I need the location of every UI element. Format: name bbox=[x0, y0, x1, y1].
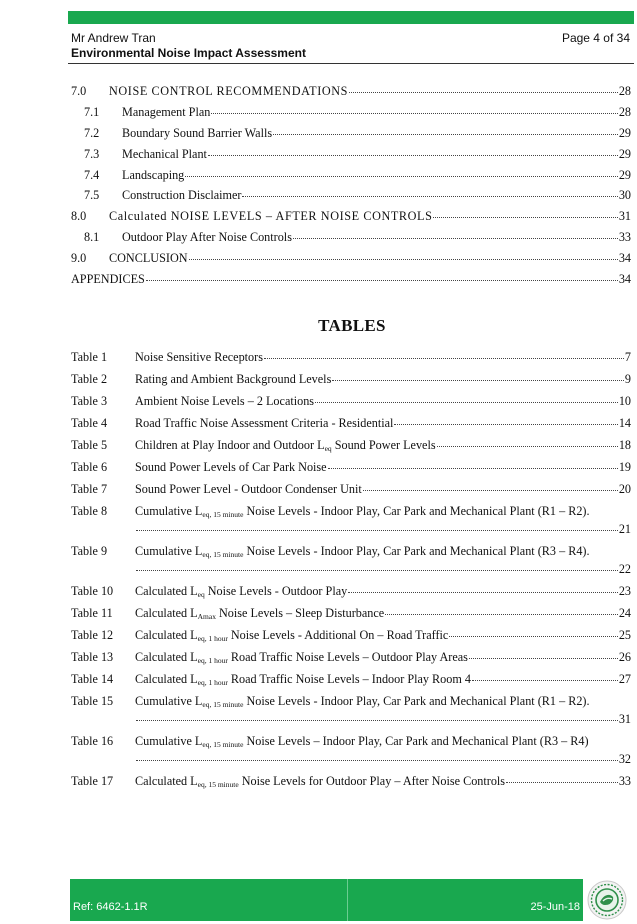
toc-entry-page: 28 bbox=[618, 84, 631, 98]
table-entry-line bbox=[71, 774, 631, 789]
table-entry-title bbox=[135, 482, 362, 497]
subscript: eq, 1 hour bbox=[197, 678, 228, 687]
table-entry-label: Table 4 bbox=[71, 416, 108, 430]
table-list-entry bbox=[71, 650, 631, 665]
table-entry-line bbox=[71, 584, 631, 599]
toc-entry bbox=[71, 188, 631, 209]
tables-heading: TABLES bbox=[318, 316, 386, 335]
table-entry-label: Table 10 bbox=[71, 584, 114, 598]
header-divider bbox=[68, 63, 634, 64]
toc-entry-page: 28 bbox=[618, 104, 631, 119]
table-list-entry bbox=[71, 672, 631, 687]
toc-entry-title: Boundary Sound Barrier Walls bbox=[122, 125, 273, 140]
table-entry-page: 31 bbox=[618, 712, 631, 726]
dot-leader bbox=[136, 570, 618, 571]
subscript: eq bbox=[324, 444, 332, 453]
table-entry-continuation bbox=[71, 522, 631, 537]
dot-leader bbox=[348, 592, 618, 593]
table-list-entry bbox=[71, 504, 631, 537]
dot-leader bbox=[185, 176, 618, 177]
table-entry-line bbox=[71, 372, 631, 387]
table-list-entry bbox=[71, 482, 631, 497]
toc-entry-title: CONCLUSION bbox=[109, 251, 188, 266]
table-list-entry bbox=[71, 350, 631, 365]
table-entry-title bbox=[135, 438, 436, 453]
table-entry-page: 18 bbox=[618, 438, 631, 452]
table-entry-title bbox=[135, 416, 393, 431]
table-entry-continuation bbox=[71, 712, 631, 727]
report-reference: Ref: 6462-1.1R bbox=[73, 901, 148, 913]
toc-entry-page: 29 bbox=[618, 167, 631, 182]
subscript: eq, 1 hour bbox=[197, 656, 228, 665]
subscript: eq, 15 minute bbox=[202, 550, 244, 559]
dot-leader bbox=[349, 92, 618, 93]
title-text: Noise Levels – Sleep Disturbance bbox=[215, 606, 385, 620]
table-entry-line bbox=[71, 672, 631, 687]
table-entry-line bbox=[71, 460, 631, 475]
table-entry-label: Table 11 bbox=[71, 606, 113, 620]
table-list-entry bbox=[71, 460, 631, 475]
title-text: Road Traffic Noise Levels – Indoor Play Room 4 bbox=[227, 672, 471, 686]
table-list-entry bbox=[71, 438, 631, 453]
title-text: Road Traffic Noise Levels – Outdoor Play Areas bbox=[227, 650, 468, 664]
table-list-entry bbox=[71, 584, 631, 599]
dot-leader bbox=[328, 468, 618, 469]
dot-leader bbox=[136, 760, 618, 761]
toc-entry-number: 8.0 bbox=[71, 209, 87, 224]
toc-entry-title: APPENDICES bbox=[71, 272, 145, 287]
table-entry-line bbox=[71, 350, 631, 365]
toc-entry-page: 31 bbox=[618, 209, 631, 224]
subscript: Amax bbox=[197, 612, 216, 621]
dot-leader bbox=[146, 280, 618, 281]
title-text: Calculated L bbox=[135, 650, 198, 664]
table-entry-label: Table 14 bbox=[71, 672, 114, 686]
table-entry-page: 9 bbox=[624, 372, 631, 386]
table-entry-label: Table 2 bbox=[71, 372, 108, 386]
title-text: Noise Levels - Indoor Play, Car Park and Mechanical Plant (R1 – R2). bbox=[243, 694, 590, 708]
table-list-entry bbox=[71, 416, 631, 431]
table-entry-label: Table 12 bbox=[71, 628, 114, 642]
toc-entry-page: 29 bbox=[618, 125, 631, 140]
title-text: Noise Levels - Additional On – Road Traffic bbox=[227, 628, 449, 642]
dot-leader bbox=[363, 490, 618, 491]
table-entry-title bbox=[135, 504, 590, 519]
table-entry-page: 14 bbox=[618, 416, 631, 430]
title-text: Sound Power Levels of Car Park Noise bbox=[135, 460, 327, 474]
toc-entry-page: 33 bbox=[618, 230, 631, 245]
title-text: Noise Sensitive Receptors bbox=[135, 350, 263, 364]
report-title: Environmental Noise Impact Assessment bbox=[71, 46, 306, 60]
title-text: Noise Levels - Outdoor Play bbox=[204, 584, 348, 598]
toc-entry-page: 34 bbox=[618, 272, 631, 287]
table-entry-label: Table 9 bbox=[71, 544, 108, 558]
title-text: Cumulative L bbox=[135, 734, 203, 748]
table-entry-label: Table 1 bbox=[71, 350, 108, 364]
dot-leader bbox=[211, 113, 617, 114]
dot-leader bbox=[136, 530, 618, 531]
table-entry-page: 24 bbox=[618, 606, 631, 620]
dot-leader bbox=[315, 402, 618, 403]
report-date: 25-Jun-18 bbox=[530, 901, 580, 913]
toc-entry bbox=[71, 168, 631, 189]
table-entry-line bbox=[71, 650, 631, 665]
footer-divider bbox=[347, 879, 348, 921]
table-entry-title bbox=[135, 650, 468, 665]
table-entry-title bbox=[135, 544, 590, 559]
title-text: Calculated L bbox=[135, 584, 198, 598]
table-entry-page: 19 bbox=[618, 460, 631, 474]
table-entry-label: Table 5 bbox=[71, 438, 108, 452]
table-list-entry bbox=[71, 774, 631, 789]
subscript: eq, 15 minute bbox=[197, 780, 239, 789]
table-list-entry bbox=[71, 694, 631, 727]
table-entry-title bbox=[135, 460, 327, 475]
toc-entry bbox=[71, 84, 631, 105]
table-entry-line bbox=[71, 438, 631, 453]
table-entry-line bbox=[71, 504, 631, 519]
dot-leader bbox=[293, 238, 618, 239]
toc-entry-title: Outdoor Play After Noise Controls bbox=[122, 230, 292, 245]
title-text: Cumulative L bbox=[135, 544, 203, 558]
table-entry-page: 7 bbox=[624, 350, 631, 364]
toc-entry bbox=[71, 230, 631, 251]
table-entry-label: Table 3 bbox=[71, 394, 108, 408]
dot-leader bbox=[385, 614, 618, 615]
toc-entry-number: 8.1 bbox=[84, 230, 100, 245]
table-entry-title bbox=[135, 350, 263, 365]
toc-entry-title: Landscaping bbox=[122, 167, 185, 182]
dot-leader bbox=[136, 720, 618, 721]
table-entry-title bbox=[135, 628, 448, 643]
dot-leader bbox=[242, 196, 617, 197]
title-text: Cumulative L bbox=[135, 694, 203, 708]
toc-entry-number: 7.2 bbox=[84, 125, 100, 140]
title-text: Ambient Noise Levels – 2 Locations bbox=[135, 394, 315, 408]
toc-entry bbox=[71, 272, 631, 293]
title-text: Noise Levels – Indoor Play, Car Park and Mechanical Plant (R3 – R4) bbox=[243, 734, 589, 748]
table-list-entry bbox=[71, 606, 631, 621]
table-entry-label: Table 15 bbox=[71, 694, 114, 708]
dot-leader bbox=[449, 636, 618, 637]
title-text: Road Traffic Noise Assessment Criteria - Residential bbox=[135, 416, 394, 430]
dot-leader bbox=[506, 782, 618, 783]
toc-entry bbox=[71, 251, 631, 272]
table-entry-page: 25 bbox=[618, 628, 631, 642]
table-entry-continuation bbox=[71, 752, 631, 767]
title-text: Noise Levels for Outdoor Play – After Noise Controls bbox=[238, 774, 506, 788]
dot-leader bbox=[433, 217, 617, 218]
page-number: Page 4 of 34 bbox=[561, 31, 630, 45]
subscript: eq, 15 minute bbox=[202, 700, 244, 709]
toc-entry bbox=[71, 147, 631, 168]
table-entry-title bbox=[135, 672, 471, 687]
toc-entry-page: 29 bbox=[618, 146, 631, 161]
table-entry-title bbox=[135, 394, 314, 409]
dot-leader bbox=[208, 155, 618, 156]
subscript: eq, 15 minute bbox=[202, 510, 244, 519]
client-name: Mr Andrew Tran bbox=[71, 31, 156, 45]
table-entry-label: Table 7 bbox=[71, 482, 108, 496]
dot-leader bbox=[264, 358, 624, 359]
toc-entry-title: Construction Disclaimer bbox=[122, 188, 242, 203]
table-entry-page: 32 bbox=[618, 752, 631, 766]
table-entry-continuation bbox=[71, 562, 631, 577]
dot-leader bbox=[273, 134, 618, 135]
table-entry-title bbox=[135, 694, 590, 709]
table-entry-line bbox=[71, 416, 631, 431]
table-entry-label: Table 13 bbox=[71, 650, 114, 664]
title-text: Calculated L bbox=[135, 606, 198, 620]
toc-entry-title: Calculated NOISE LEVELS – AFTER NOISE CONTROLS bbox=[109, 209, 433, 224]
table-entry-page: 26 bbox=[618, 650, 631, 664]
subscript: eq bbox=[197, 590, 205, 599]
dot-leader bbox=[394, 424, 617, 425]
subscript: eq, 1 hour bbox=[197, 634, 228, 643]
toc-entry bbox=[71, 105, 631, 126]
dot-leader bbox=[437, 446, 618, 447]
table-list-entry bbox=[71, 394, 631, 409]
title-text: Sound Power Levels bbox=[331, 438, 436, 452]
table-list-entry bbox=[71, 628, 631, 643]
table-entry-label: Table 17 bbox=[71, 774, 114, 788]
subscript: eq, 15 minute bbox=[202, 740, 244, 749]
title-text: Noise Levels - Indoor Play, Car Park and Mechanical Plant (R1 – R2). bbox=[243, 504, 590, 518]
table-entry-line bbox=[71, 394, 631, 409]
toc-entry-title: Management Plan bbox=[122, 104, 211, 119]
table-entry-label: Table 6 bbox=[71, 460, 108, 474]
table-entry-title bbox=[135, 606, 384, 621]
title-text: Sound Power Level - Outdoor Condenser Unit bbox=[135, 482, 362, 496]
table-entry-line bbox=[71, 628, 631, 643]
title-text: Calculated L bbox=[135, 628, 198, 642]
table-entry-line bbox=[71, 544, 631, 559]
toc-entry-number: 7.0 bbox=[71, 84, 87, 98]
title-text: Cumulative L bbox=[135, 504, 203, 518]
table-entry-page: 27 bbox=[618, 672, 631, 686]
table-entry-line bbox=[71, 734, 631, 749]
table-entry-line bbox=[71, 482, 631, 497]
table-entry-page: 23 bbox=[618, 584, 631, 598]
toc-entry bbox=[71, 209, 631, 230]
toc-entry-number: 7.3 bbox=[84, 146, 100, 161]
toc-entry-page: 30 bbox=[618, 188, 631, 203]
toc-entry-title: NOISE CONTROL RECOMMENDATIONS bbox=[109, 84, 349, 98]
toc-entry-number: 7.5 bbox=[84, 188, 100, 203]
title-text: Calculated L bbox=[135, 774, 198, 788]
document-header bbox=[71, 31, 306, 61]
toc-entry-number: 9.0 bbox=[71, 251, 87, 266]
table-entry-page: 20 bbox=[618, 482, 631, 496]
table-entry-line bbox=[71, 694, 631, 709]
table-entry-page: 22 bbox=[618, 562, 631, 576]
table-entry-page: 10 bbox=[618, 394, 631, 408]
list-of-tables bbox=[71, 350, 631, 789]
table-entry-title bbox=[135, 774, 505, 789]
table-entry-line bbox=[71, 606, 631, 621]
header-accent-bar bbox=[68, 11, 634, 24]
table-entry-title bbox=[135, 372, 331, 387]
title-text: Calculated L bbox=[135, 672, 198, 686]
table-entry-label: Table 16 bbox=[71, 734, 114, 748]
toc-entry-title: Mechanical Plant bbox=[122, 146, 207, 161]
table-list-entry bbox=[71, 544, 631, 577]
table-entry-title bbox=[135, 584, 347, 599]
footer-bar bbox=[70, 879, 583, 921]
company-seal-icon bbox=[586, 879, 628, 921]
toc-entry-page: 34 bbox=[618, 251, 631, 266]
toc-entry bbox=[71, 126, 631, 147]
dot-leader bbox=[469, 658, 618, 659]
title-text: Children at Play Indoor and Outdoor L bbox=[135, 438, 325, 452]
dot-leader bbox=[189, 259, 618, 260]
toc-entry-number: 7.1 bbox=[84, 104, 100, 119]
table-entry-page: 21 bbox=[618, 522, 631, 536]
table-entry-page: 33 bbox=[618, 774, 631, 788]
dot-leader bbox=[472, 680, 618, 681]
toc-entry-number: 7.4 bbox=[84, 167, 100, 182]
table-entry-title bbox=[135, 734, 589, 749]
table-list-entry bbox=[71, 372, 631, 387]
title-text: Noise Levels - Indoor Play, Car Park and Mechanical Plant (R3 – R4). bbox=[243, 544, 590, 558]
table-list-entry bbox=[71, 734, 631, 767]
table-entry-label: Table 8 bbox=[71, 504, 108, 518]
title-text: Rating and Ambient Background Levels bbox=[135, 372, 332, 386]
table-of-contents bbox=[71, 84, 631, 293]
dot-leader bbox=[332, 380, 624, 381]
